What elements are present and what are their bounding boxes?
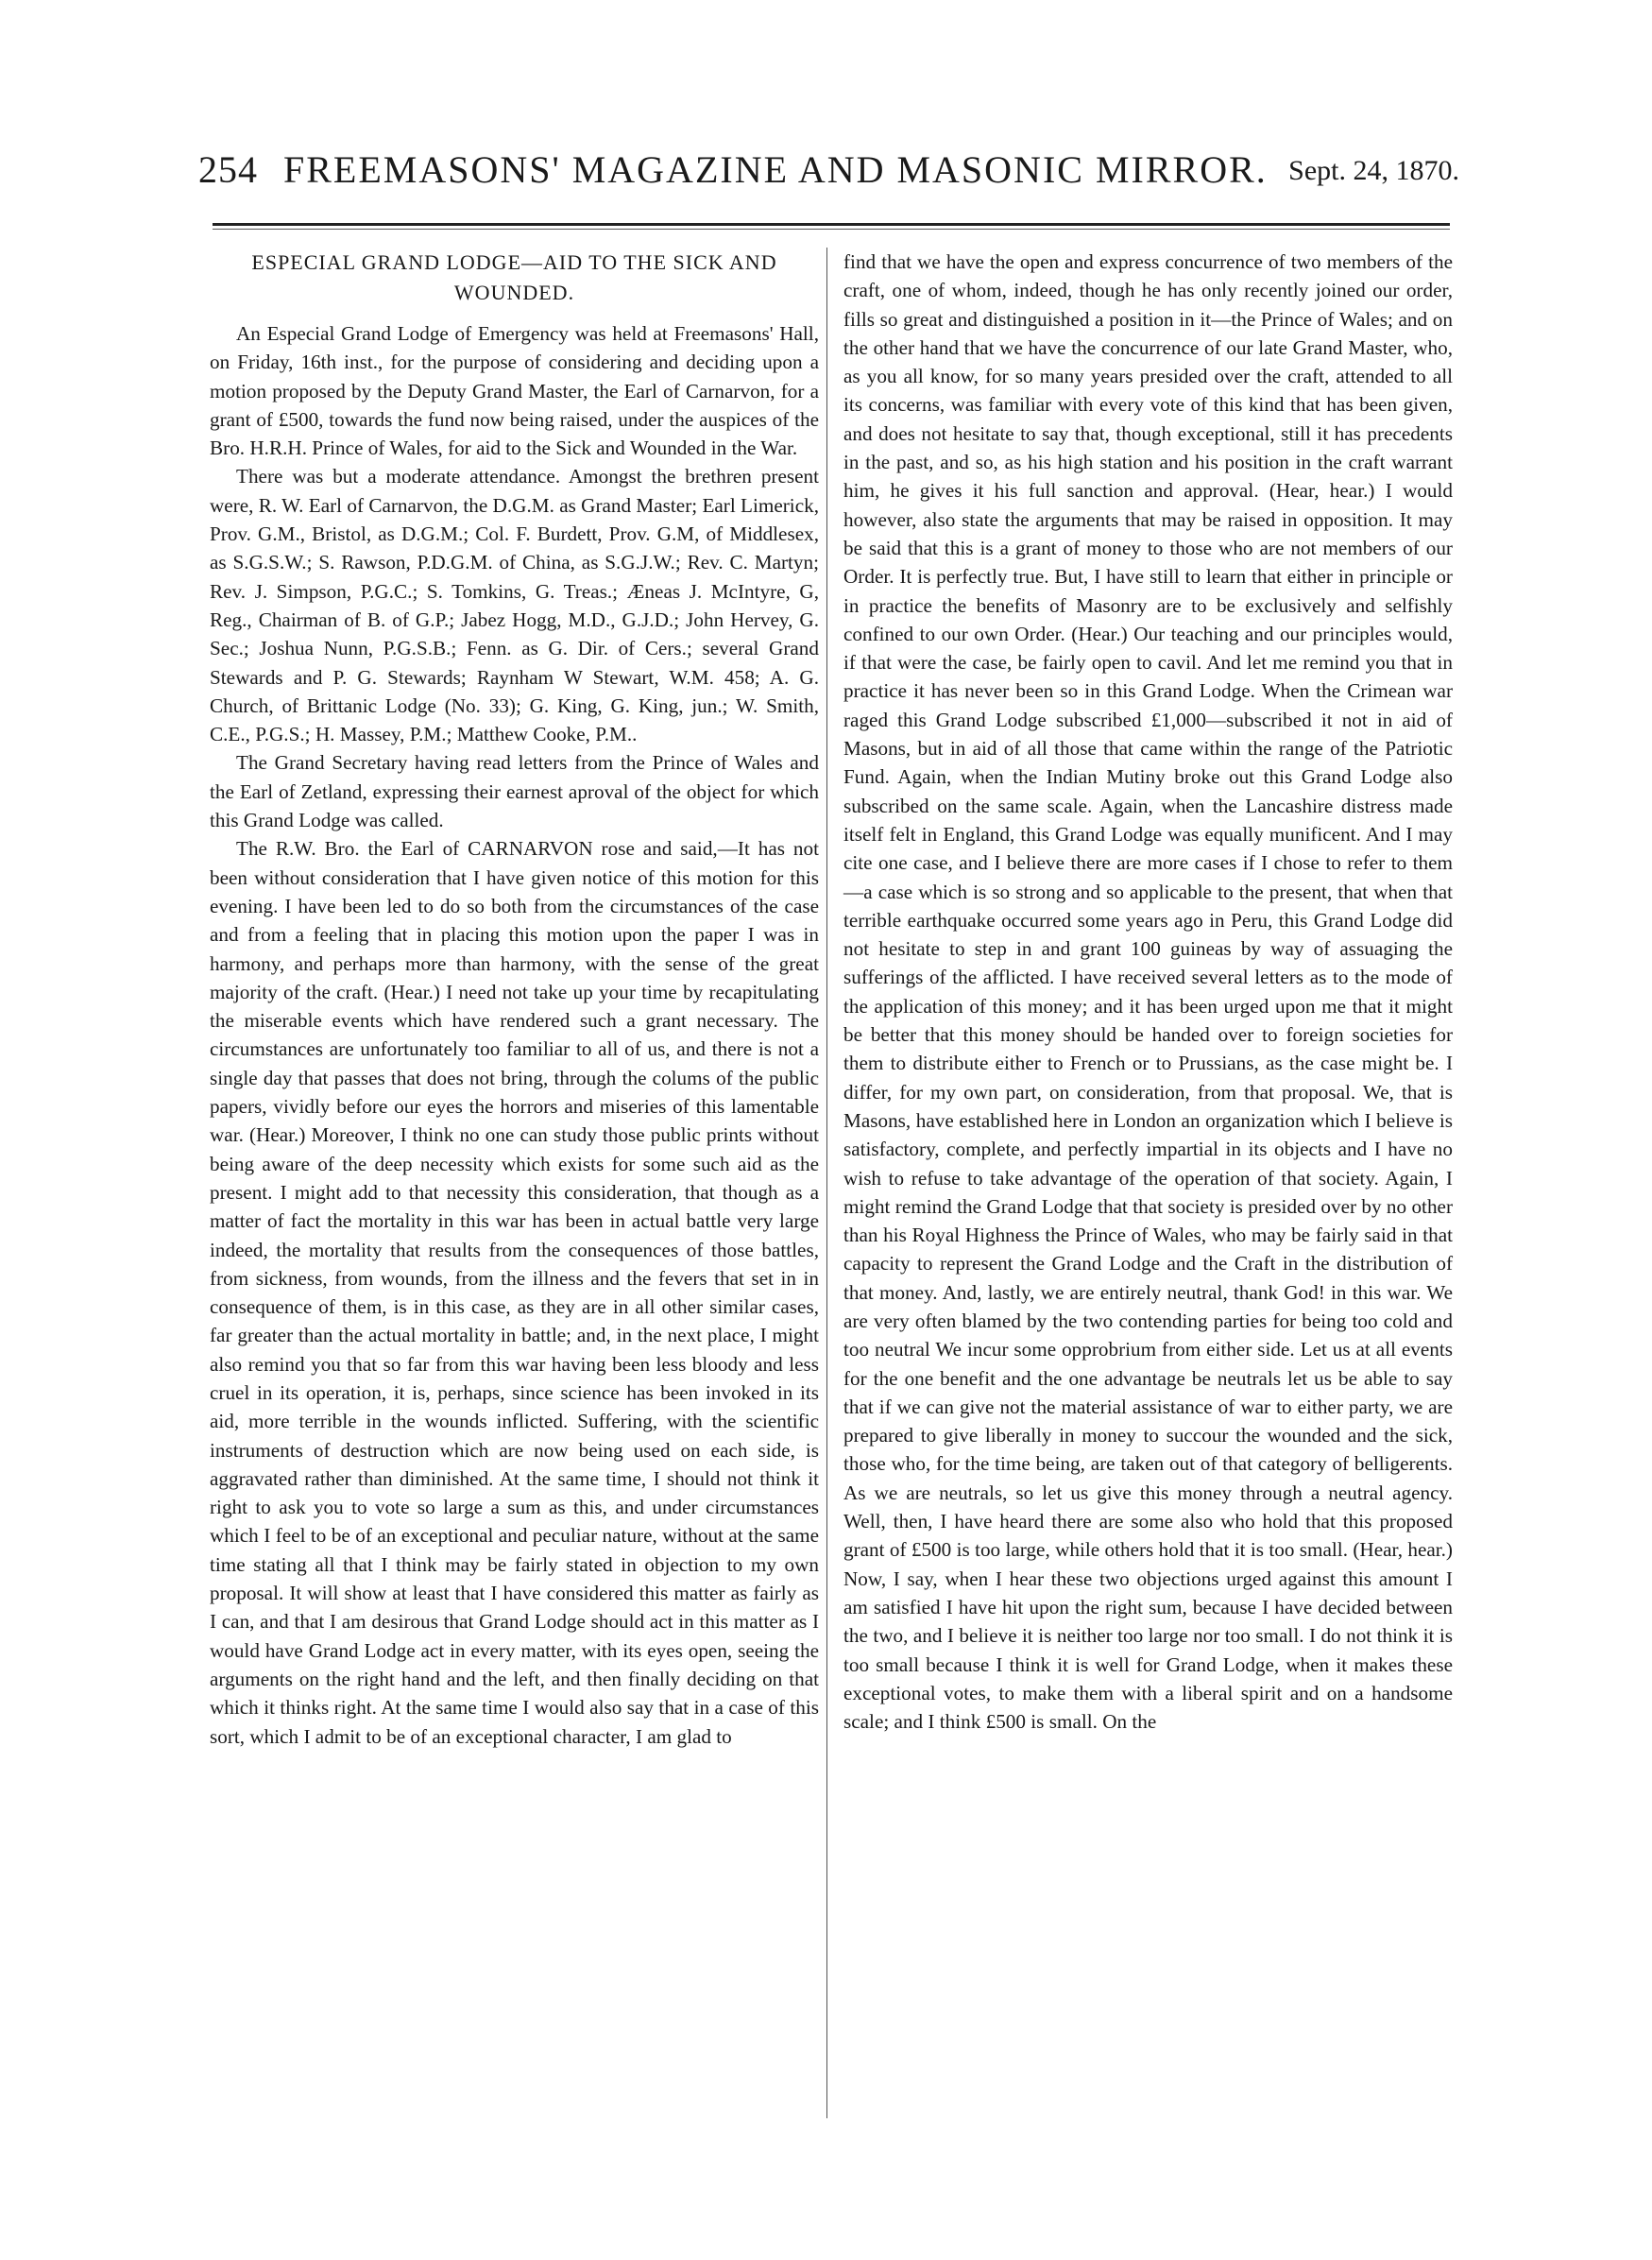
running-head (198, 142, 1459, 198)
paragraph-intro: An Especial Grand Lodge of Emergency was held at Freemasons' Hall, on Friday, 16th inst., for the purpose of considering and deciding upon a motion proposed by the Deputy Grand Master, the Earl of Carnarvon, for a grant of £500, towards the fund now being raised, under the auspices of the Bro. H.R.H. Prince of Wales, for aid to the Sick and Wounded in the War. (210, 322, 819, 460)
issue-date: Sept. 24, 1870. (1288, 155, 1459, 186)
header-rule-thin (213, 229, 1450, 230)
right-column (843, 248, 1453, 1736)
header-rule (213, 223, 1450, 226)
column-divider (826, 248, 827, 2118)
article-headline: ESPECIAL GRAND LODGE—AID TO THE SICK AND WOUNDED. (251, 250, 777, 304)
left-column (210, 248, 819, 1751)
page-number: 254 (198, 148, 258, 191)
paragraph-speech-continued: find that we have the open and express concurrence of two members of the craft, one of whom, indeed, though he has only recently joined our order, fills so great and distinguished a position in it—the Prince of Wales; and on the other hand that we have the concurrence of our late Grand Master, who, as you all know, for so many years presided over the craft, attended to all its concerns, was familiar with every vote of this kind that has been given, and does not hesitate to say that, though exceptional, still it has precedents in the past, and so, as his high station and his position in the craft warrant him, he gives it his full sanction and approval. (Hear, hear.) I would however, also state the arguments that may be raised in opposition. It may be said that this is a grant of money to those who are not members of our Order. It is perfectly true. But, I have still to learn that either in principle or in practice the benefits of Masonry are to be exclusively and selfishly confined to our own Order. (Hear.) Our teaching and our principles would, if that were the case, be fairly open to cavil. And let me remind you that in practice it has never been so in this Grand Lodge. When the Crimean war raged this Grand Lodge subscribed £1,000—subscribed it not in aid of Masons, but in aid of all those that came within the range of the Patriotic Fund. Again, when the Indian Mutiny broke out this Grand Lodge also subscribed on the same scale. Again, when the Lancashire distress made itself felt in England, this Grand Lodge was equally munificent. And I may cite one case, and I believe there are more cases if I chose to refer to them—a case which is so strong and so applicable to the present, that when that terrible earthquake occurred some years ago in Peru, this Grand Lodge did not hesitate to step in and grant 100 guineas by way of assuaging the sufferings of the afflicted. I have received several letters as to the mode of the application of this money; and it has been urged upon me that it might be better that this money should be handed over to foreign societies for them to distribute either to French or to Prussians, as the case might be. I differ, for my own part, on consideration, from that proposal. We, that is Masons, have established here in London an organization which I believe is satisfactory, complete, and perfectly impartial in its objects and I have no wish to refuse to take advantage of the operation of that society. Again, I might remind the Grand Lodge that that society is presided over by no other than his Royal Highness the Prince of Wales, who may be fairly said in that capacity to represent the Grand Lodge and the Craft in the distribution of that money. And, lastly, we are entirely neutral, thank God! in this war. We are very often blamed by the two contending parties for being too cold and too neutral We incur some opprobrium from either side. Let us at all events for the one benefit and the one advantage be neutrals let us be able to say that if we can give not the material assistance of war to either party, we are prepared to give liberally in money to succour the wounded and the sick, those who, for the time being, are taken out of that category of belligerents. As we are neutrals, so let us give this money through a neutral agency. Well, then, I have heard there are some also who hold that this proposed grant of £500 is too large, while others hold that it is too small. (Hear, hear.) Now, I say, when I hear these two objections urged against this amount I am satisfied I have hit upon the right sum, because I have decided between the two, and I believe it is neither too large nor too small. I do not think it is too small because I think it is well for Grand Lodge, when it makes these exceptional votes, to make them with a liberal spirit and on a handsome scale; and I think £500 is small. On the (843, 250, 1453, 1734)
paragraph-speech: The R.W. Bro. the Earl of CARNARVON rose and said,—It has not been without consideration that I have given notice of this motion for this evening. I have been led to do so both from the circumstances of the case and from a feeling that in placing this motion upon the paper I was in harmony, and perhaps more than harmony, with the sense of the great majority of the craft. (Hear.) I need not take up your time by recapitulating the miserable events which have rendered such a grant necessary. The circumstances are unfortunately too familiar to all of us, and there is not a single day that passes that does not bring, through the colums of the public papers, vividly before our eyes the horrors and miseries of this lamentable war. (Hear.) Moreover, I think no one can study those public prints without being aware of the deep necessity which exists for some such aid as the present. I might add to that necessity this consideration, that though as a matter of fact the mortality in this war has been in actual battle very large indeed, the mortality that results from the consequences of those battles, from sickness, from wounds, from the illness and the fevers that set in in consequence of them, is in this case, as they are in all other similar cases, far greater than the actual mortality in battle; and, in the next place, I might also remind you that so far from this war having been less bloody and less cruel in its operation, it is, perhaps, since science has been invoked in its aid, more terrible in the wounds inflicted. Suffering, with the scientific instruments of destruction which are now being used on each side, is aggravated rather than diminished. At the same time, I should not think it right to ask you to vote so large a sum as this, and under circumstances which I feel to be of an exceptional and peculiar nature, without at the same time stating all that I think may be fairly stated in objection to my own proposal. It will show at least that I have considered this matter as fairly as I can, and that I am desirous that Grand Lodge should act in this matter as I would have Grand Lodge act in every matter, with its eyes open, seeing the arguments on the right hand and the left, and then finally deciding on that which it thinks right. At the same time I would also say that in a case of this sort, which I admit to be of an exceptional character, I am glad to (210, 837, 819, 1748)
magazine-title: FREEMASONS' MAGAZINE AND MASONIC MIRROR. (283, 148, 1268, 191)
paragraph-letters: The Grand Secretary having read letters from the Prince of Wales and the Earl of Zetland, expressing their earnest aproval of the object for which this Grand Lodge was called. (210, 751, 819, 832)
paragraph-attendance: There was but a moderate attendance. Amongst the brethren present were, R. W. Earl of Carnarvon, the D.G.M. as Grand Master; Earl Limerick, Prov. G.M., Bristol, as D.G.M.; Col. F. Burdett, Prov. G.M, of Middlesex, as S.G.S.W.; S. Rawson, P.D.G.M. of China, as S.G.J.W.; Rev. C. Martyn; Rev. J. Simpson, P.G.C.; S. Tomkins, G. Treas.; Æneas J. McIntyre, G, Reg., Chairman of B. of G.P.; Jabez Hogg, M.D., G.J.D.; John Hervey, G. Sec.; Joshua Nunn, P.G.S.B.; Fenn. as G. Dir. of Cers.; several Grand Stewards and P. G. Stewards; Raynham W Stewart, W.M. 458; A. G. Church, of Brittanic Lodge (No. 33); G. King, G. King, jun.; W. Smith, C.E., P.G.S.; H. Massey, P.M.; Matthew Cooke, P.M.. (210, 465, 819, 746)
